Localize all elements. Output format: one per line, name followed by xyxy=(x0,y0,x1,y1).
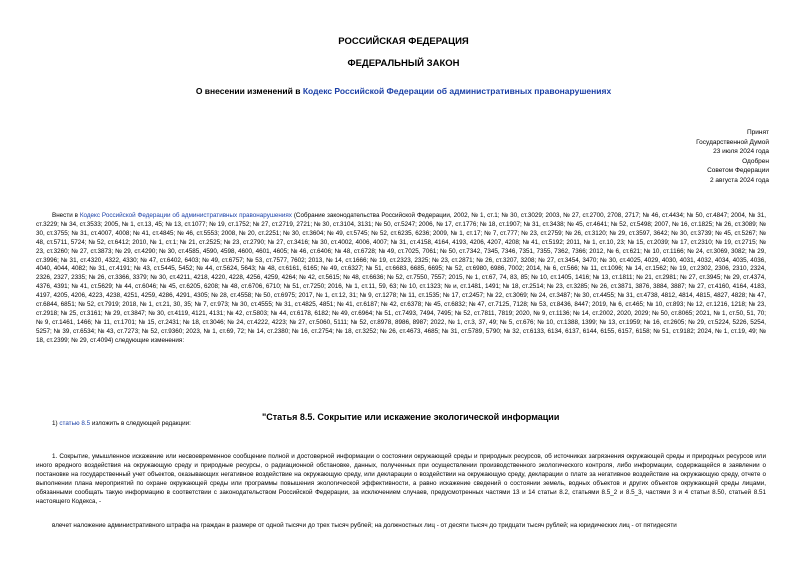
law-title-prefix: О внесении изменений в xyxy=(195,86,303,96)
federation-heading: РОССИЙСКАЯ ФЕДЕРАЦИЯ xyxy=(338,36,469,47)
law-title xyxy=(0,86,807,96)
item-rest: изложить в следующей редакции: xyxy=(90,420,191,427)
main-paragraph-prefix: Внести в xyxy=(52,212,80,219)
adoption-approved: Одобрен xyxy=(742,157,769,165)
adoption-info xyxy=(589,128,769,186)
item-number: 1) xyxy=(52,420,60,427)
adoption-accepted: Принят xyxy=(746,129,769,136)
main-paragraph-body: (Собрание законодательства Российской Федерации, 2002, № 1, ст.1; № 30, ст.3029; 2003, № 27, ст.2700, 2708, 2717; № 46, ст.4434; № 50, ст.4847; 2004, № 31, ст.3229; № 34, ст.3533; 2005, № 1, ст.13, 45; № 13, ст.1077; № 19, ст.1752; № 27, ст.2719, 2721; № 30, ст.3104, 3131; № 50, ст.5247; 2006, № 17, ст.1776; № 18, ст.1907; № 31, ст.3438; № 45, ст.4641; № 52, ст.5498; 2007, № 16, ст.1825; № 26, ст.3089; № 30, ст.3755; № 31, ст.4007, 4008; № 41, ст.4845; № 46, ст.5553; 2008, № 20, ст.2251; № 30, ст.3604; № 49, ст.5745; № 52, ст.6235, 6236; 2009, № 1, ст.17; № 7, ст.777; № 23, ст.2759; № 26, ст.3120; № 29, ст.3597, 3642; № 30, ст.3739; № 45, ст.5267; № 48, ст.5711, 5724; № 52, ст.6412; 2010, № 1, ст.1; № 21, ст.2525; № 23, ст.2790; № 27, ст.3416; № 30, ст.4002, 4006, 4007; № 31, ст.4158, 4164, 4193, 4206, 4207, 4208; № 41, ст.5192; 2011, № 1, ст.10, 23; № 15, ст.2039; № 17, ст.2310; № 19, ст.2715; № 23, ст.3260; № 27, ст.3873; № 29, ст.4290; № 30, ст.4585, 4590, 4598, 4600, 4601, 4605; № 46, ст.6406; № 48, ст.6728; № 49, ст.7025, 7061; № 50, ст.7342, 7345, 7346, 7351, 7355, 7362, 7366; 2012, № 6, ст.621; № 10, ст.1166; № 24, ст.3069, 3082; № 29, ст.3996; № 31, ст.4320, 4322, 4330; № 47, ст.6402, 6403; № 49, ст.6757; № 53, ст.7577, 7602; 2013, № 14, ст.1666; № 19, ст.2323, 2325; № 23, ст.2871; № 26, ст.3207, 3208; № 27, ст.3454, 3470; № 30, ст.4025, 4029, 4030, 4031, 4032, 4034, 4035, 4036, 4040, 4044, 4082; № 31, ст.4191; № 43, ст.5445, 5452; № 44, ст.5624, 5643; № 48, ст.6161, 6165; № 49, ст.6327; № 51, ст.6683, 6685, 6695; № 52, ст.6980, 6986, 7002; 2014, № 6, ст.566; № 11, ст.1096; № 14, ст.1562; № 19, ст.2302, 2306, 2310, 2324, 2326, 2327, 2335; № 26, ст.3366, 3379; № 30, ст.4211, 4218, 4220, 4228, 4256, 4259, 4264; № 42, ст.5615; № 48, ст.6636; № 52, ст.7550, 7557; 2015, № 1, ст.67, 74, 83, 85; № 10, ст.1405, 1416; № 13, ст.1811; № 21, ст.2981; № 27, ст.3945; № 29, ст.4374, 4376, 4391; № 41, ст.5629; № 44, ст.6046; № 45, ст.6205, 6208; № 48, ст.6706, 6710; № 51, ст.7250; 2016, № 1, ст.11, 59, 63; № 10, ст.1323; № и, ст.1481, 1491; № 18, ст.2514; № 23, ст.3285; № 26, ст.3871, 3876, 3884, 3887; № 27, ст.4160, 4164, 4183, 4197, 4205, 4206, 4223, 4238, 4251, 4259, 4286, 4291, 4305; № 28, ст.4558; № 50, ст.6975; 2017, № 1, ст.12, 31; № 9, ст.1278; № 11, ст.1535; № 17, ст.2457; № 22, ст.3069; № 24, ст.3487; № 30, ст.4455; № 31, ст.4738, 4812, 4814, 4815, 4827, 4828; № 47, ст.6844, 6851; № 52, ст.7919; 2018, № 1, ст.21, 30, 35; № 7, ст.973; № 30, ст.4555; № 31, ст.4825, 4851; № 41, ст.6187; № 42, ст.6378; № 45, ст.6832; № 47, ст.7125, 7128; № 53, ст.8436, 8447; 2019, № 6, ст.465; № 10, ст.893; № 12, ст.1216, 1218; № 23, ст.2918; № 25, ст.3161; № 29, ст.3847; № 30, ст.4119, 4121, 4131; № 42, ст.5803; № 44, ст.6178, 6182; № 49, ст.6964; № 51, ст.7493, 7494, 7495; № 52, ст.7811, 7819; 2020, № 9, ст.1136; № 14, ст.2002, 2020, 2029; № 50, ст.8065; 2021, № 1, ст.50, 51, 70; № 9, ст.1461, 1466; № 11, ст.1701; № 15, ст.2431; № 18, ст.3046; № 24, ст.4222, 4223; № 27, ст.5060, 5111; № 52, ст.8978, 8986, 8987; 2022, № 1, ст.3, 37, 49; № 5, ст.676; № 10, ст.1388, 1399; № 13, ст.1959; № 16, ст.2605; № 29, ст.5224, 5226, 5254, 5257; № 39, ст.6534; № 43, ст.7273; № 52, ст.9360; 2023, № 1, ст.69, 72; № 14, ст.2380; № 16, ст.2754; № 18, ст.3252; № 26, ст.4673, 4685; № 31, ст.5789, 5790; № 32, ст.6133, 6134, 6137, 6144, 6155, 6157, 6158; № 51, ст.9182; 2024, № 1, ст.19, 49; № 18, ст.2399; № 29, ст.4094) следующие изменения: xyxy=(36,212,766,344)
amendment-item-1 xyxy=(52,420,191,428)
code-link[interactable]: Кодекс Российской Федерации об административных правонарушениях xyxy=(302,86,612,96)
article-title: "Статья 8.5. Сокрытие или искажение экологической информации xyxy=(262,412,560,422)
adoption-date-council: 2 августа 2024 года xyxy=(710,176,769,184)
adoption-date-duma: 23 июля 2024 года xyxy=(713,148,769,156)
main-paragraph-code-link[interactable]: Кодекс Российской Федерации об административных правонарушениях xyxy=(79,212,292,219)
adoption-body-duma: Государственной Думой xyxy=(696,138,769,146)
adoption-body-council: Советом Федерации xyxy=(707,167,769,175)
law-type-heading: ФЕДЕРАЛЬНЫЙ ЗАКОН xyxy=(347,58,460,69)
article-part-1: 1. Сокрытие, умышленное искажение или несвоевременное сообщение полной и достоверной информации о состоянии окружающей среды и природных ресурсов, об источниках загрязнения окружающей среды и природных ресурсов или иного вредного воздействия на окружающую среду и природные ресурсы, о радиационной обстановке, данных, полученных при осуществлении производственного экологического контроля, либо информации, содержащейся в заявлении о постановке на государственный учет объектов, оказывающих негативное воздействие на окружающую среду, или декларации о воздействии на окружающую среду, декларации о плате за негативное воздействие на окружающую среду, отчете о выполнении плана мероприятий по охране окружающей среды или программы повышения экологической эффективности, а равно искажение сведений о состоянии земель, водных объектов и других объектов окружающей среды лицами, обязанными сообщать такую информацию в соответствии с законодательством Российской Федерации, за исключением случаев, предусмотренных частями 13 и 14 статьи 8.2, статьями 8.5_2 и 8.5_3, частями 3 и 4 статьи 8.50, статьей 8.51 настоящего Кодекса, - xyxy=(36,453,766,505)
main-paragraph xyxy=(36,212,766,346)
article-8-5-link[interactable]: статью 8.5 xyxy=(59,420,91,427)
article-part-1-penalty: влечет наложение административного штрафа на граждан в размере от одной тысячи до трех тысяч рублей; на должностных лиц - от десяти тысяч до тридцати тысяч рублей; на юридических лиц - от пятидесяти xyxy=(52,522,677,529)
